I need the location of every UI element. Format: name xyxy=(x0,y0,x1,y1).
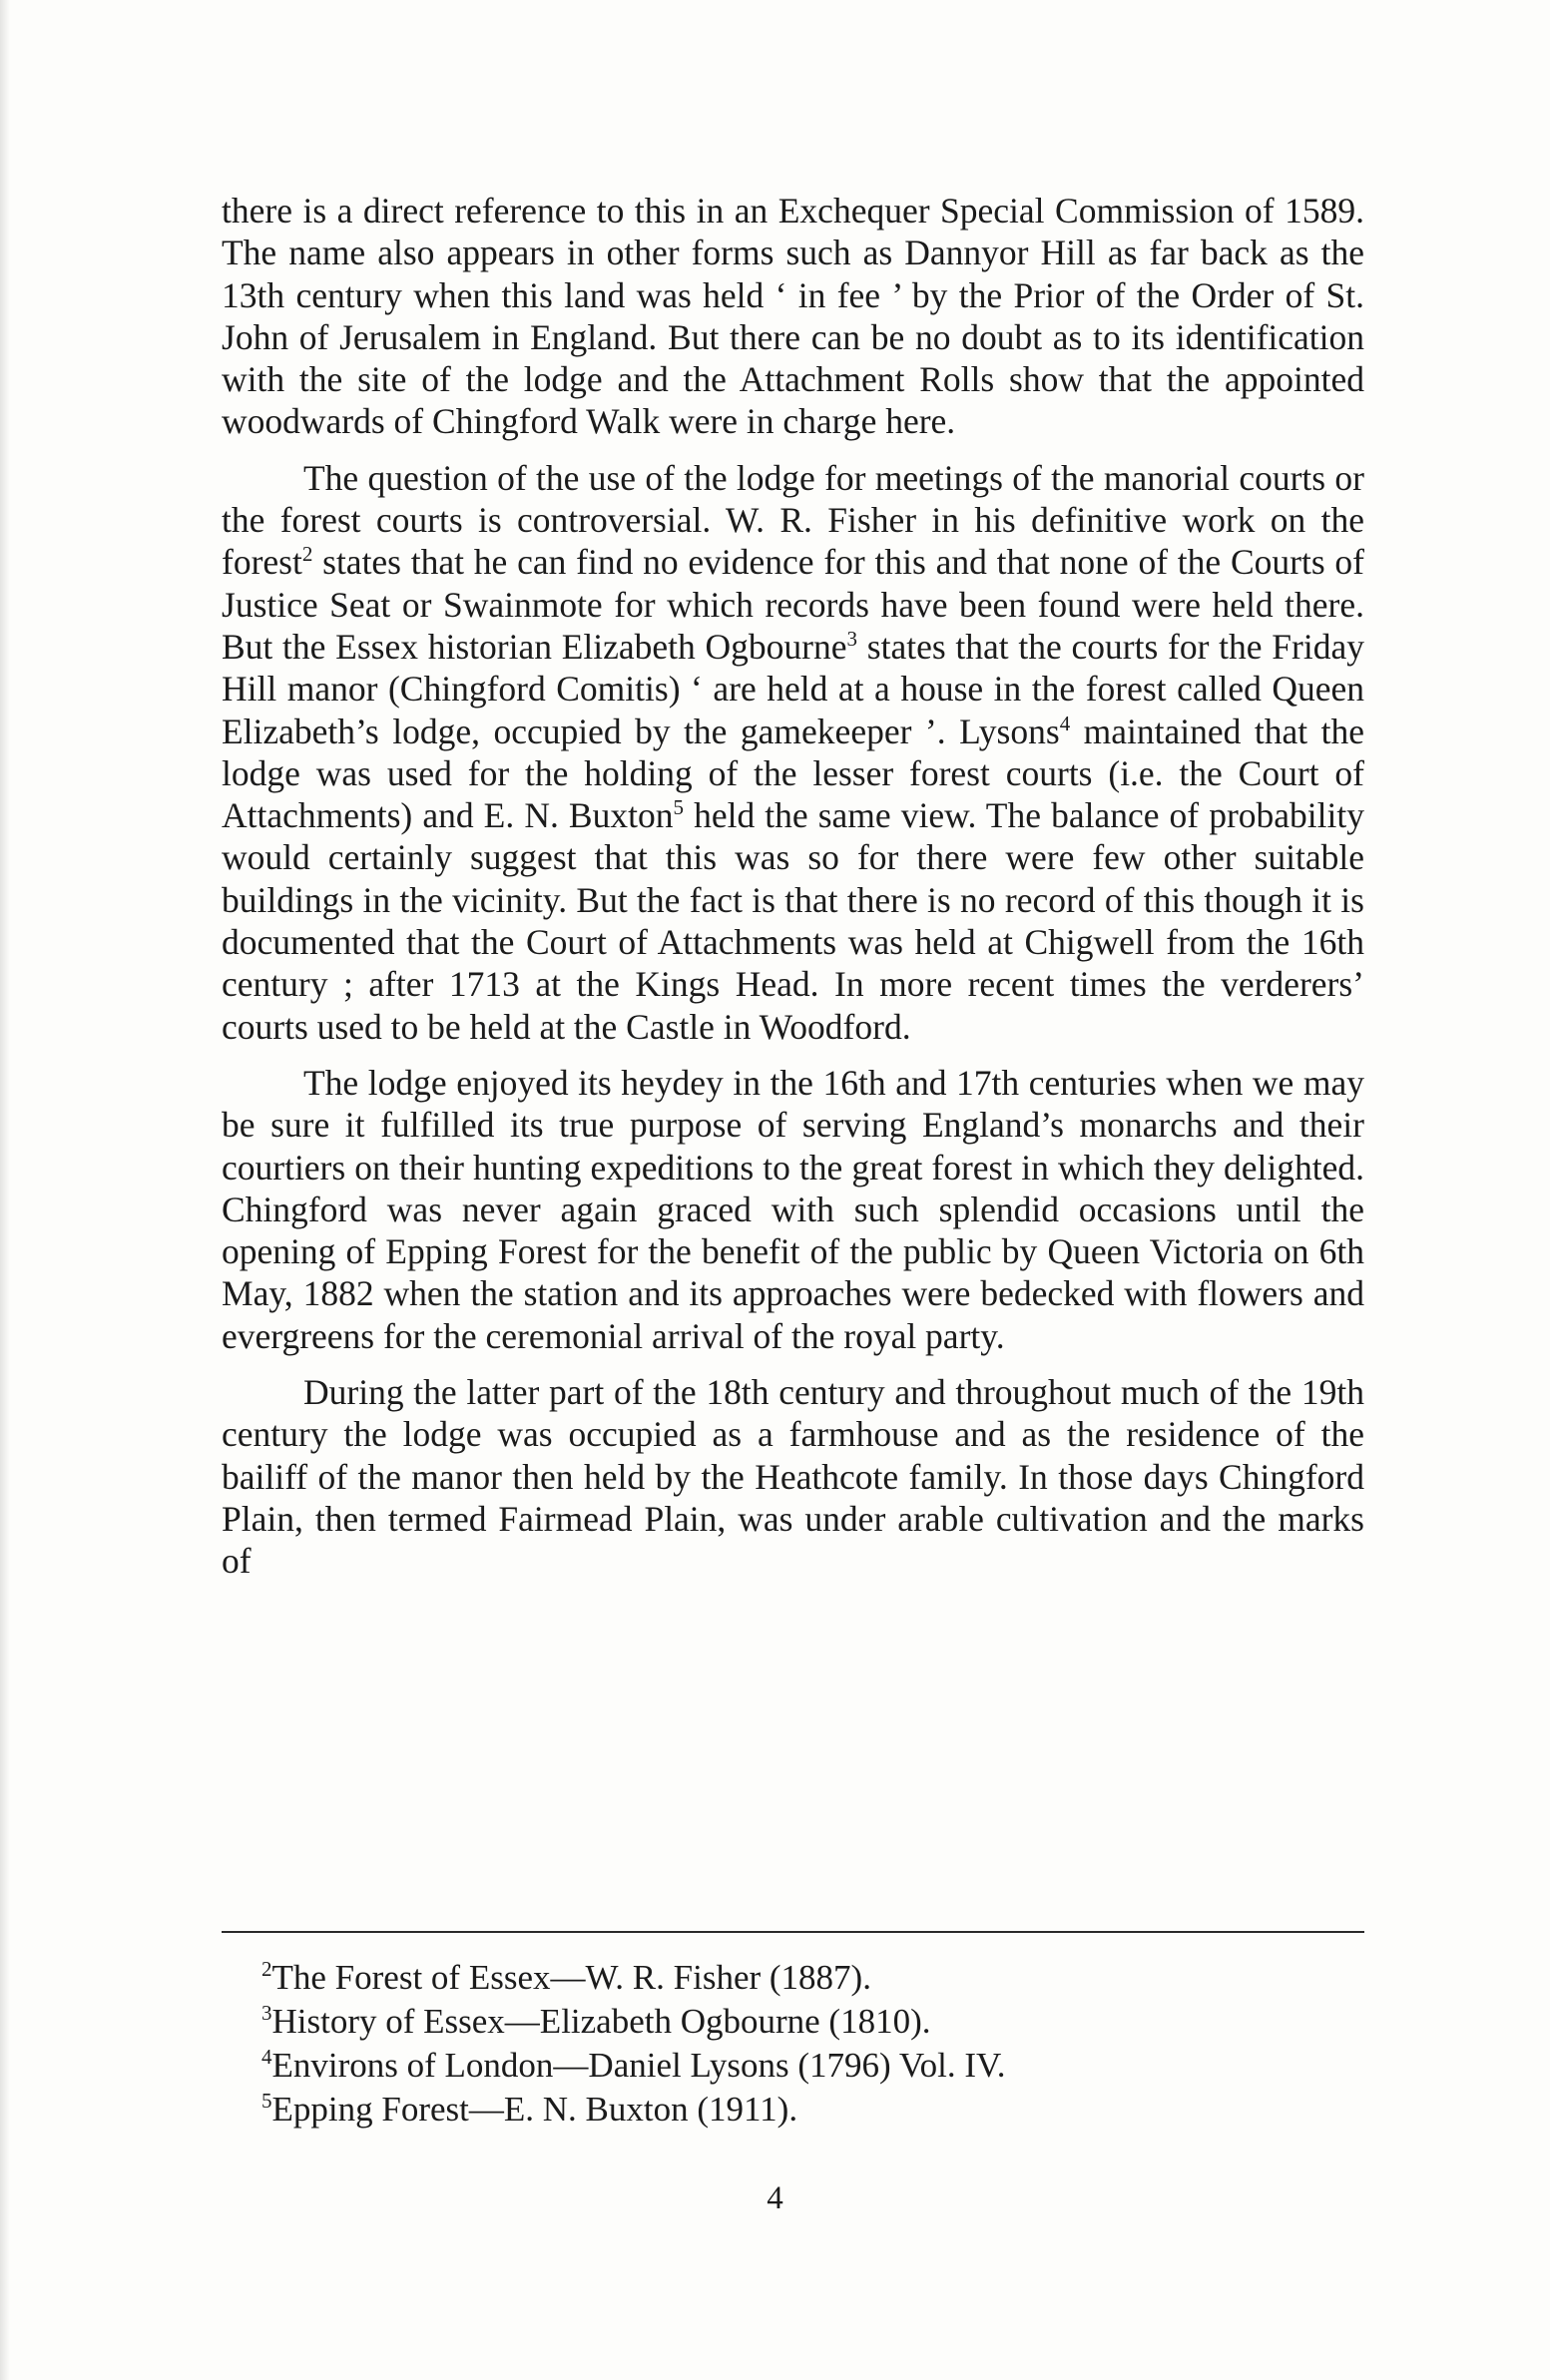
paragraph-3 xyxy=(222,1062,1364,1357)
paragraph-1 xyxy=(222,190,1364,443)
footnote-2-text: The Forest of Essex—W. R. Fisher (1887). xyxy=(271,1958,871,1997)
paragraph-2-text-a: The question of the use of the lodge for meetings of the manorial courts or the forest courts is controversial. W. R. Fisher in his definitive work on the forest xyxy=(222,457,1364,583)
paragraph-2-text-c: states that the courts for the Friday Hill manor (Chingford Comitis) ‘ are held at a house in the forest called Queen Elizabeth’s lodge, occupied by the gamekeeper ’. Lysons xyxy=(222,626,1364,751)
body-text xyxy=(222,190,1364,1583)
footnote-4-number: 4 xyxy=(261,2045,272,2069)
footnote-divider xyxy=(222,1931,1364,1933)
footnote-2-number: 2 xyxy=(261,1957,272,1981)
footnote-ref-3: 3 xyxy=(846,626,858,651)
footnote-3 xyxy=(261,2000,1319,2044)
footnote-3-text: History of Essex—Elizabeth Ogbourne (1810). xyxy=(271,2002,931,2041)
footnote-4 xyxy=(261,2044,1319,2088)
paragraph-2-text-d: maintained that the lodge was used for the holding of the lesser forest courts (i.e. the Court of Attachments) and E. N. Buxton xyxy=(222,711,1364,836)
footnote-5-text: Epping Forest—E. N. Buxton (1911). xyxy=(271,2090,798,2129)
paragraph-2-text-b: states that he can find no evidence for this and that none of the Courts of Justice Seat or Swainmote for which records have been found were held there. But the Essex historian Elizabeth Ogbourne xyxy=(222,542,1364,667)
paragraph-2-text-e: held the same view. The balance of probability would certainly suggest that this was so for there were few other suitable buildings in the vicinity. But the fact is that there is no record of this though it is documented that the Court of Attachments was held at Chigwell from the 16th century ; after 1713 at the Kings Head. In more recent times the verderers’ courts used to be held at the Castle in Woodford. xyxy=(222,795,1364,1047)
footnote-5-number: 5 xyxy=(261,2089,272,2113)
page-number: 4 xyxy=(767,2180,783,2216)
footnote-ref-2: 2 xyxy=(301,542,313,567)
footnote-ref-5: 5 xyxy=(673,795,684,820)
paragraph-4-text: During the latter part of the 18th century and throughout much of the 19th century the lodge was occupied as a farmhouse and as the residence of the bailiff of the manor then held by the Heathcote family. In those days Chingford Plain, then termed Fairmead Plain, was under arable cultivation and the marks of xyxy=(222,1372,1364,1582)
paragraph-1-text: there is a direct reference to this in an Exchequer Special Commission of 1589. The name also appears in other forms such as Dannyor Hill as far back as the 13th century when this land was held ‘ in fee ’ by the Prior of the Order of St. John of Jerusalem in England. But there can be no doubt as to its identification with the site of the lodge and the Attachment Rolls show that the appointed woodwards of Chingford Walk were in charge here. xyxy=(222,191,1364,442)
footnote-ref-4: 4 xyxy=(1059,711,1071,735)
paragraph-4 xyxy=(222,1371,1364,1582)
footnotes xyxy=(261,1956,1319,2132)
footnote-2 xyxy=(261,1956,1319,2000)
paragraph-3-text: The lodge enjoyed its heydey in the 16th and 17th centuries when we may be sure it fulfilled its true purpose of serving England’s monarchs and their courtiers on their hunting expeditions to the great forest in which they delighted. Chingford was never again graced with such splendid occasions until the opening of Epping Forest for the benefit of the public by Queen Victoria on 6th May, 1882 when the station and its approaches were bedecked with flowers and evergreens for the ceremonial arrival of the royal party. xyxy=(222,1062,1364,1356)
footnote-3-number: 3 xyxy=(261,2001,272,2025)
paragraph-2 xyxy=(222,457,1364,1048)
footnote-5 xyxy=(261,2088,1319,2132)
page-edge-shadow xyxy=(0,0,10,2380)
footnote-4-text: Environs of London—Daniel Lysons (1796) Vol. IV. xyxy=(271,2046,1006,2085)
